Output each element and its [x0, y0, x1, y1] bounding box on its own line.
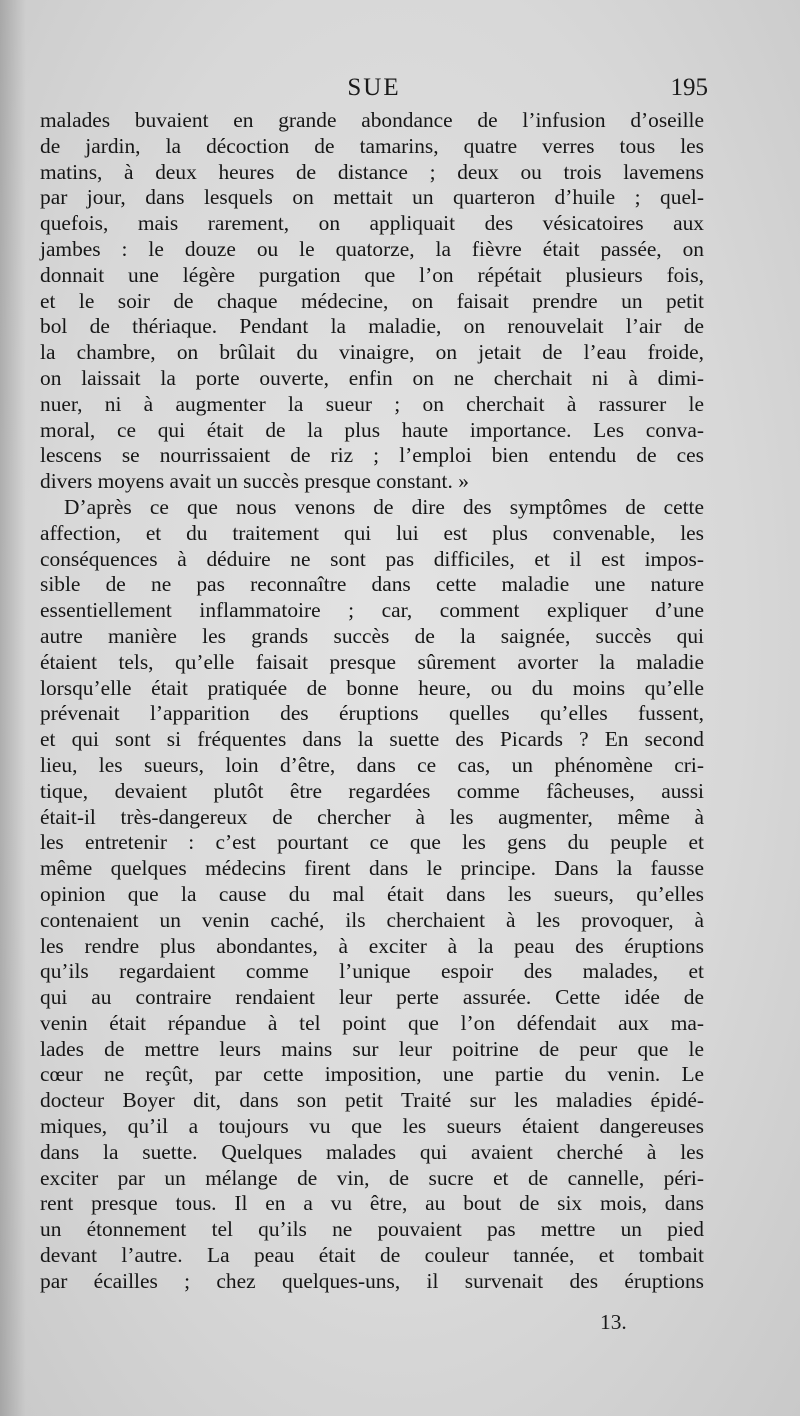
text-line: par écailles ; chez quelques-uns, il survenait des éruptions — [40, 1268, 704, 1293]
text-line: dans la suette. Quelques malades qui avaient cherché à les — [40, 1139, 704, 1164]
text-line: étaient tels, qu’elle faisait presque sûrement avorter la maladie — [40, 649, 704, 674]
text-line: jambes : le douze ou le quatorze, la fièvre était passée, on — [40, 236, 704, 261]
text-line: opinion que la cause du mal était dans les sueurs, qu’elles — [40, 881, 704, 906]
body-text — [40, 108, 704, 1295]
text-line: on laissait la porte ouverte, enfin on ne cherchait ni à dimi- — [40, 365, 704, 390]
text-line: les entretenir : c’est pourtant ce que les gens du peuple et — [40, 830, 704, 855]
text-line: nuer, ni à augmenter la sueur ; on cherchait à rassurer le — [40, 391, 704, 416]
text-line: de jardin, la décoction de tamarins, quatre verres tous les — [40, 133, 704, 158]
page-number: 195 — [670, 74, 708, 101]
text-line: rent presque tous. Il en a vu être, au bout de six mois, dans — [40, 1191, 704, 1216]
text-line: lades de mettre leurs mains sur leur poitrine de peur que le — [40, 1036, 704, 1061]
text-line: affection, et du traitement qui lui est plus convenable, les — [40, 520, 704, 545]
text-line: était-il très-dangereux de chercher à les augmenter, même à — [40, 804, 704, 829]
text-line: cœur ne reçût, par cette imposition, une partie du venin. Le — [40, 1062, 704, 1087]
text-line: miques, qu’il a toujours vu que les sueurs étaient dangereuses — [40, 1114, 704, 1139]
text-line: qu’ils regardaient comme l’unique espoir des malades, et — [40, 959, 704, 984]
text-line: un étonnement tel qu’ils ne pouvaient pas mettre un pied — [40, 1217, 704, 1242]
text-line: exciter par un mélange de vin, de sucre et de cannelle, péri- — [40, 1165, 704, 1190]
text-line: et qui sont si fréquentes dans la suette des Picards ? En second — [40, 727, 704, 752]
text-line: tique, devaient plutôt être regardées comme fâcheuses, aussi — [40, 778, 704, 803]
text-line: autre manière les grands succès de la saignée, succès qui — [40, 623, 704, 648]
text-line: les rendre plus abondantes, à exciter à la peau des éruptions — [40, 933, 704, 958]
text-line: qui au contraire rendaient leur perte assurée. Cette idée de — [40, 985, 704, 1010]
text-line: lescens se nourrissaient de riz ; l’emploi bien entendu de ces — [40, 443, 704, 468]
text-line: D’après ce que nous venons de dire des symptômes de cette — [64, 494, 704, 519]
text-line: essentiellement inflammatoire ; car, comment expliquer d’une — [40, 598, 704, 623]
text-line: même quelques médecins firent dans le principe. Dans la fausse — [40, 856, 704, 881]
page-header — [40, 70, 708, 106]
text-line: sible de ne pas reconnaître dans cette maladie une nature — [40, 572, 704, 597]
text-line: venin était répandue à tel point que l’on défendait aux ma- — [40, 1010, 704, 1035]
text-line: prévenait l’apparition des éruptions quelles qu’elles fussent, — [40, 701, 704, 726]
text-line: quefois, mais rarement, on appliquait des vésicatoires aux — [40, 211, 704, 236]
text-line: conséquences à déduire ne sont pas difficiles, et il est impos- — [40, 546, 704, 571]
text-line: matins, à deux heures de distance ; deux ou trois lavemens — [40, 159, 704, 184]
gutter-shadow — [0, 0, 26, 1416]
text-line: lorsqu’elle était pratiquée de bonne heure, ou du moins qu’elle — [40, 675, 704, 700]
text-line: divers moyens avait un succès presque constant. » — [40, 469, 469, 494]
text-line: moral, ce qui était de la plus haute importance. Les conva- — [40, 417, 704, 442]
text-line: contenaient un venin caché, ils cherchaient à les provoquer, à — [40, 907, 704, 932]
text-line: la chambre, on brûlait du vinaigre, on jetait de l’eau froide, — [40, 340, 704, 365]
text-line: et le soir de chaque médecine, on faisait prendre un petit — [40, 288, 704, 313]
text-line: devant l’autre. La peau était de couleur tannée, et tombait — [40, 1243, 704, 1268]
text-line: lieu, les sueurs, loin d’être, dans ce cas, un phénomène cri- — [40, 752, 704, 777]
text-line: bol de thériaque. Pendant la maladie, on renouvelait l’air de — [40, 314, 704, 339]
running-head: SUE — [347, 74, 401, 101]
text-line: malades buvaient en grande abondance de l’infusion d’oseille — [40, 108, 704, 132]
text-line: docteur Boyer dit, dans son petit Traité sur les maladies épidé- — [40, 1088, 704, 1113]
signature-mark: 13. — [600, 1310, 627, 1334]
text-line: donnait une légère purgation que l’on répétait plusieurs fois, — [40, 262, 704, 287]
text-line: par jour, dans lesquels on mettait un quarteron d’huile ; quel- — [40, 185, 704, 210]
